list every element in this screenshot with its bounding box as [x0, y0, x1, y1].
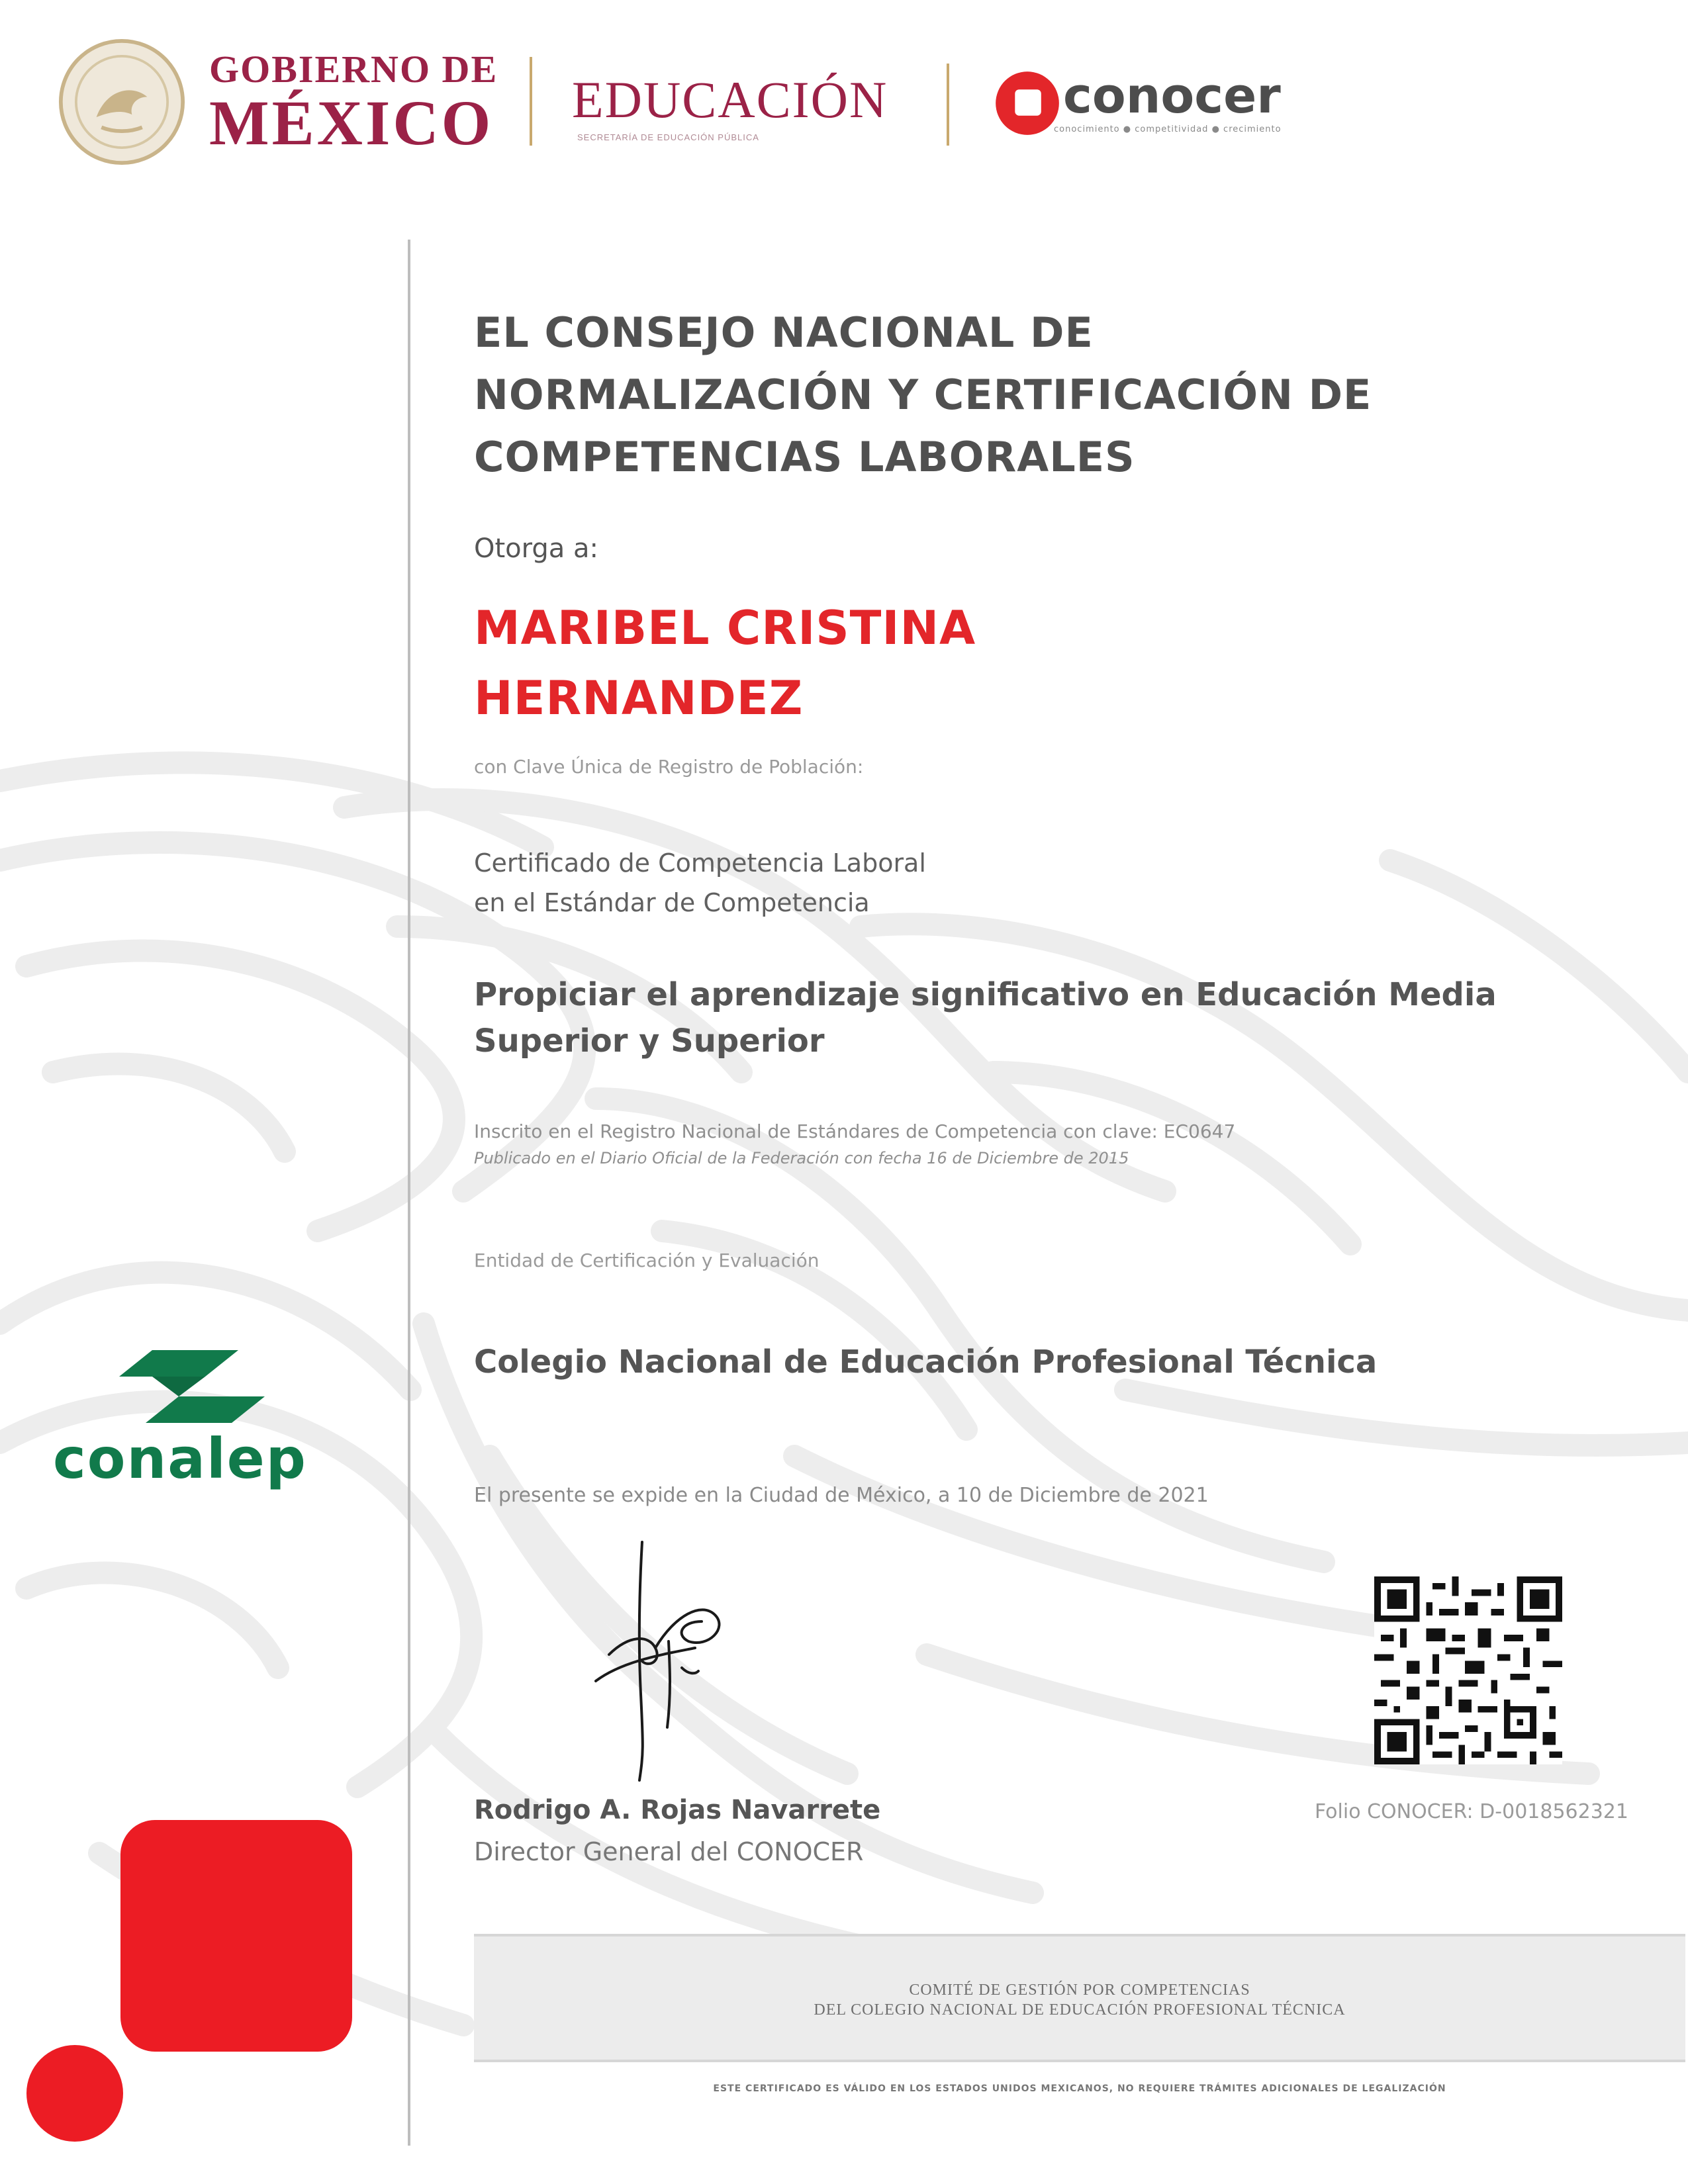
published-line: Publicado en el Diario Oficial de la Federación con fecha 16 de Diciembre de 2015	[474, 1149, 1129, 1167]
conocer-logo-icon	[993, 69, 1062, 138]
committee-line: DEL COLEGIO NACIONAL DE EDUCACIÓN PROFESIONAL TÉCNICA	[814, 2001, 1346, 2019]
qr-code-icon[interactable]	[1374, 1576, 1562, 1764]
educacion-logo-text: EDUCACIÓN	[572, 71, 888, 128]
curp-label: con Clave Única de Registro de Población:	[474, 756, 864, 778]
recipient-name	[474, 593, 976, 733]
gobierno-de-mexico-line2: MÉXICO	[209, 87, 494, 158]
header-divider	[947, 64, 949, 146]
header-divider	[530, 57, 532, 146]
committee-box	[474, 1934, 1685, 2062]
competency-standard-line: Superior y Superior	[474, 1023, 825, 1060]
registry-info	[474, 1118, 1235, 1171]
committee-text	[474, 1980, 1685, 2020]
signer-name: Rodrigo A. Rojas Navarrete	[474, 1795, 881, 1825]
conocer-wordmark: conocer	[1063, 68, 1281, 124]
awards-label: Otorga a:	[474, 533, 598, 564]
issuer-title-line: EL CONSEJO NACIONAL DE	[474, 308, 1094, 357]
entity-label: Entidad de Certificación y Evaluación	[474, 1250, 820, 1271]
validity-footnote: ESTE CERTIFICADO ES VÁLIDO EN LOS ESTADOS UNIDOS MEXICANOS, NO REQUIERE TRÁMITES ADICIONALES DE LEGALIZACIÓN	[713, 2083, 1446, 2094]
certificate-type	[474, 843, 926, 923]
committee-line: COMITÉ DE GESTIÓN POR COMPETENCIAS	[909, 1981, 1250, 1999]
gobierno-de-mexico-line1: GOBIERNO DE	[209, 48, 498, 91]
recipient-name-line: HERNANDEZ	[474, 671, 804, 725]
certificate-type-line: en el Estándar de Competencia	[474, 888, 870, 917]
educacion-subtitle: SECRETARÍA DE EDUCACIÓN PÚBLICA	[577, 132, 759, 142]
certificate-type-line: Certificado de Competencia Laboral	[474, 848, 926, 878]
competency-standard-line: Propiciar el aprendizaje significativo en Educación Media	[474, 976, 1497, 1013]
red-square-decoration	[120, 1820, 352, 2052]
vertical-divider	[408, 240, 410, 2146]
entity-name: Colegio Nacional de Educación Profesional Técnica	[474, 1343, 1378, 1381]
signature-icon	[583, 1535, 755, 1787]
mexico-seal-icon	[58, 38, 185, 165]
recipient-name-line: MARIBEL CRISTINA	[474, 601, 976, 655]
conalep-wordmark: conalep	[53, 1426, 307, 1491]
conalep-logo-icon	[106, 1337, 278, 1436]
issuer-title-line: COMPETENCIAS LABORALES	[474, 433, 1135, 481]
competency-standard	[474, 972, 1546, 1064]
registry-line: Inscrito en el Registro Nacional de Estándares de Competencia con clave: EC0647	[474, 1120, 1236, 1142]
issuer-title-line: NORMALIZACIÓN Y CERTIFICACIÓN DE	[474, 371, 1372, 419]
issuer-title	[474, 302, 1599, 488]
conocer-tagline: conocimiento ● competitividad ● crecimiento	[1054, 124, 1282, 134]
red-dot-decoration	[26, 2045, 123, 2142]
signer-title: Director General del CONOCER	[474, 1837, 864, 1866]
folio-number: Folio CONOCER: D-0018562321	[1315, 1800, 1628, 1823]
issue-place-date: El presente se expide en la Ciudad de México, a 10 de Diciembre de 2021	[474, 1484, 1209, 1507]
